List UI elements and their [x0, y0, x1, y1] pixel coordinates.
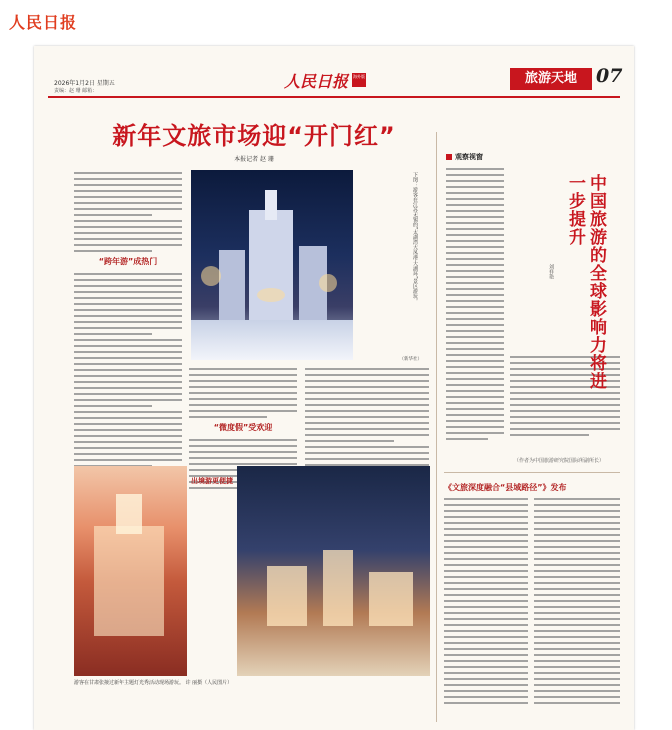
masthead: [34, 46, 634, 98]
main-photo-credit: （新华社）: [399, 357, 422, 362]
bottom-photo-right: [237, 466, 430, 676]
site-logo[interactable]: 人民日报: [9, 13, 78, 32]
main-photo: [191, 170, 353, 360]
observation-headline: 中国旅游的全球影响力将进一步提升: [565, 174, 606, 390]
masthead-editor: 责编：赵 珊 邮箱：: [54, 88, 98, 94]
main-photo-caption: 下图：游客在江苏无锡的“太湖湾大凤港·大湖环”景区游玩。: [412, 172, 418, 304]
article-headline: 新年文旅市场迎“开门红”: [112, 122, 396, 150]
observation-label: 观察视窗: [446, 152, 483, 162]
bottom-photo-left: [74, 466, 187, 676]
subhead-2: “微度假”受欢迎: [213, 423, 273, 432]
right-article-column-1: [444, 498, 528, 708]
masthead-date: 2026年1月2日 星期五: [54, 80, 115, 87]
right-article-column-2: [534, 498, 620, 708]
right-article-title-text: 《文旅深度融合“县域路径”》发布: [444, 483, 567, 492]
bottom-photo-caption: 游客在甘肃张掖过新年主题灯光秀活动现场游玩。 许 丽摄（人民图片）: [74, 680, 233, 686]
article-column-3: [305, 368, 429, 482]
section-title: 旅游天地: [510, 68, 592, 90]
right-article-title: [444, 482, 624, 493]
observation-text-1: [446, 168, 504, 444]
masthead-rule: [48, 96, 620, 98]
article-byline: 本报记者 赵 珊: [234, 156, 274, 163]
observation-author-note: （作者为中国旅游研究院国际所副所长）: [514, 458, 605, 464]
subhead-3: 出境游更便捷: [191, 477, 233, 485]
observation-author: 刘祥艳: [548, 264, 554, 279]
subhead-1: “跨年游”成热门: [98, 257, 158, 266]
column-divider: [436, 132, 437, 722]
masthead-logo: 人民日报: [284, 72, 349, 91]
newspaper-page: [34, 46, 634, 730]
masthead-stamp: 海外版: [352, 73, 366, 87]
article-column-1: [74, 172, 182, 471]
section-divider: [444, 472, 620, 473]
top-bar: [0, 0, 672, 44]
page-number: 07: [596, 65, 623, 87]
